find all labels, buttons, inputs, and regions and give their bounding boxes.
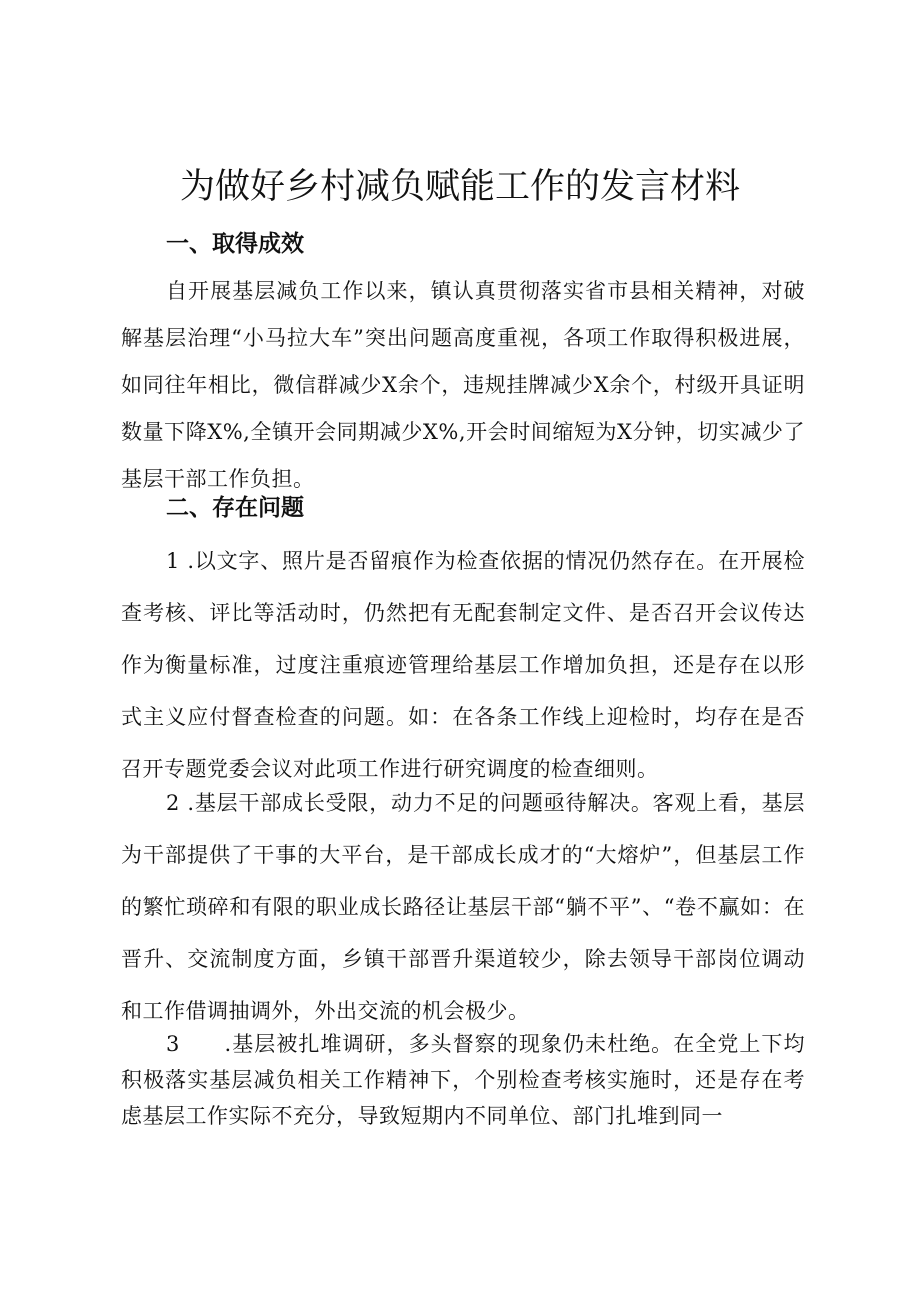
- document-title: 为做好乡村减负赋能工作的发言材料: [179, 167, 740, 207]
- paragraph-achievements: 自开展基层减负工作以来，镇认真贯彻落实省市县相关精神，对破解基层治理“小马拉大车”突出问题高度重视，各项工作取得积极进展，如同往年相比，微信群减少X余个，违规挂牌减少X余个，村级开具证明数量下降X%,全镇开会同期减少X%,开会时间缩短为X分钟，切实减少了基层干部工作负担。: [121, 279, 805, 491]
- section-heading-achievements: 一、取得成效: [166, 231, 304, 257]
- paragraph-problem-3: 3 .基层被扎堆调研，多头督察的现象仍未杜绝。在全党上下均积极落实基层减负相关工作精神下，个别检查考核实施时，还是存在考虑基层工作实际不充分，导致短期内不同单位、部门扎堆到同一: [121, 1032, 805, 1128]
- section-heading-problems: 二、存在问题: [166, 495, 304, 521]
- paragraph-problem-2: 2 .基层干部成长受限，动力不足的问题亟待解决。客观上看，基层为干部提供了干事的大平台，是干部成长成才的“大熔炉”，但基层工作的繁忙琐碎和有限的职业成长路径让基层干部“躺不平”、“卷不赢如：在晋升、交流制度方面，乡镇干部晋升渠道较少，除去领导干部岗位调动和工作借调抽调外，外出交流的机会极少。: [121, 791, 805, 1023]
- paragraph-problem-1: 1 .以文字、照片是否留痕作为检查依据的情况仍然存在。在开展检查考核、评比等活动时，仍然把有无配套制定文件、是否召开会议传达作为衡量标准，过度注重痕迹管理给基层工作增加负担，还是存在以形式主义应付督查检查的问题。如：在各条工作线上迎检时，均存在是否召开专题党委会议对此项工作进行研究调度的检查细则。: [121, 549, 805, 781]
